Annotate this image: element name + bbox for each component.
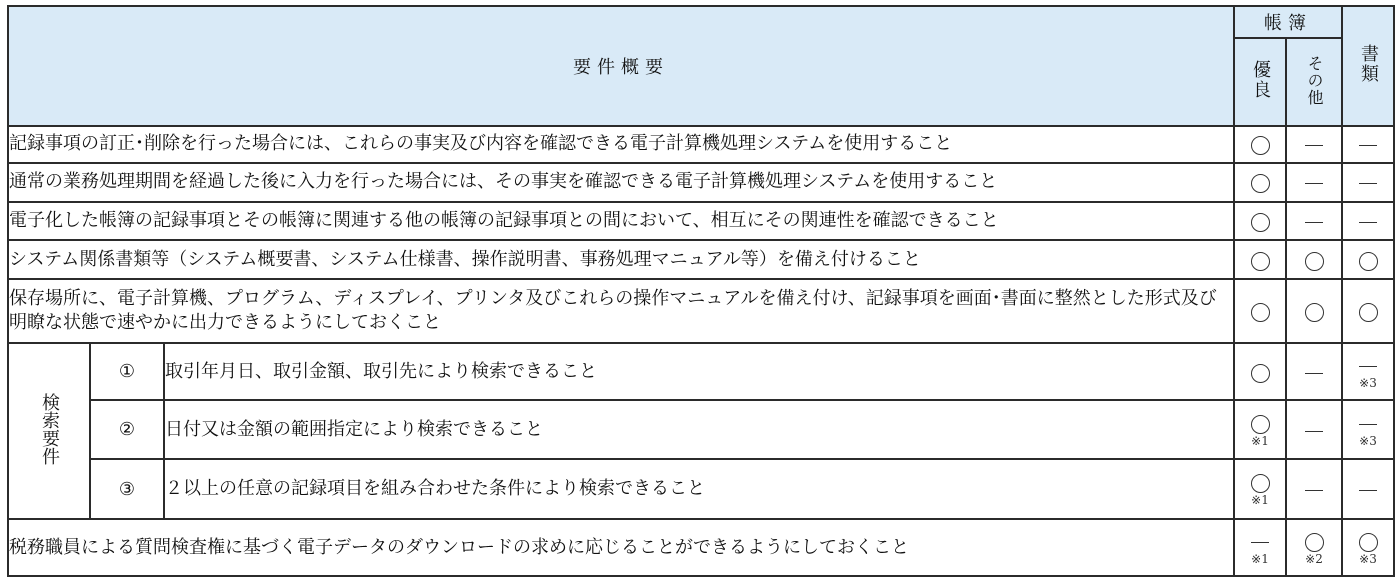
mark-symbol [1287, 133, 1341, 155]
mark-symbol [1235, 249, 1285, 271]
mark-symbol [1287, 361, 1341, 383]
mark-excellent [1234, 202, 1286, 241]
other-header-label: その他 [1305, 54, 1325, 106]
mark-symbol [1287, 210, 1341, 232]
dash-icon [1359, 366, 1377, 367]
circle-icon [1251, 415, 1270, 434]
circle-icon [1251, 174, 1270, 193]
table-row [8, 279, 1394, 343]
mark-symbol [1287, 419, 1341, 441]
excellent-header [1234, 38, 1286, 125]
search-requirements-group [8, 343, 90, 519]
mark-excellent [1234, 400, 1286, 459]
mark-symbol [1287, 249, 1341, 271]
search-requirements-label: 検索要件 [39, 392, 60, 465]
dash-icon [1359, 183, 1377, 184]
mark-symbol [1235, 300, 1285, 322]
documents-header [1342, 6, 1394, 126]
footnote-mark: ※1 [1251, 551, 1269, 566]
requirement-text: システム関係書類等（システム概要書、システム仕様書、操作説明書、事務処理マニュアル等）を備え付けること [8, 240, 1234, 279]
mark-other [1286, 343, 1342, 401]
table-row [8, 240, 1394, 279]
table-row [8, 202, 1394, 241]
circle-icon [1359, 533, 1378, 552]
circle-icon [1251, 364, 1270, 383]
summary-header: 要件概要 [8, 6, 1234, 126]
mark-symbol [1287, 171, 1341, 193]
mark-documents [1342, 126, 1394, 164]
dash-icon [1251, 542, 1269, 543]
mark-other [1286, 240, 1342, 279]
mark-symbol [1235, 171, 1285, 193]
circle-icon [1305, 533, 1324, 552]
mark-excellent [1234, 279, 1286, 343]
dash-icon [1305, 431, 1323, 432]
mark-documents [1342, 279, 1394, 343]
mark-excellent [1234, 163, 1286, 202]
mark-symbol [1235, 412, 1285, 434]
footnote-mark: ※3 [1359, 433, 1377, 448]
mark-documents [1342, 202, 1394, 241]
mark-documents [1342, 459, 1394, 519]
requirement-text: 記録事項の訂正･削除を行った場合には、これらの事実及び内容を確認できる電子計算機処理システムを使用すること [8, 126, 1234, 164]
mark-other [1286, 459, 1342, 519]
other-header [1286, 38, 1342, 125]
mark-documents [1342, 240, 1394, 279]
mark-other [1286, 202, 1342, 241]
mark-other [1286, 400, 1342, 459]
footnote-mark: ※2 [1305, 551, 1323, 566]
mark-documents [1342, 343, 1394, 401]
dash-icon [1305, 183, 1323, 184]
mark-symbol [1235, 133, 1285, 155]
mark-excellent [1234, 126, 1286, 164]
mark-symbol [1343, 300, 1393, 322]
mark-symbol [1343, 133, 1393, 155]
circle-icon [1251, 474, 1270, 493]
mark-symbol [1343, 210, 1393, 232]
mark-symbol [1235, 471, 1285, 493]
dash-icon [1359, 490, 1377, 491]
mark-symbol [1343, 249, 1393, 271]
mark-symbol [1343, 412, 1393, 434]
mark-other [1286, 163, 1342, 202]
mark-documents [1342, 400, 1394, 459]
footnote-mark: ※1 [1251, 493, 1269, 508]
mark-symbol [1287, 478, 1341, 500]
requirement-text: ２以上の任意の記録項目を組み合わせた条件により検索できること [164, 459, 1234, 519]
search-item-number: ② [90, 400, 164, 459]
mark-symbol [1343, 530, 1393, 552]
table-row [8, 400, 1394, 459]
circle-icon [1305, 303, 1324, 322]
table-row [8, 459, 1394, 519]
circle-icon [1251, 136, 1270, 155]
requirement-text: 保存場所に、電子計算機、プログラム、ディスプレイ、プリンタ及びこれらの操作マニュアルを備え付け、記録事項を画面･書面に整然とした形式及び明瞭な状態で速やかに出力できるようにしておくこと [8, 279, 1234, 343]
documents-header-label: 書類 [1358, 43, 1380, 84]
circle-icon [1359, 303, 1378, 322]
requirements-table [7, 5, 1395, 577]
footnote-mark: ※3 [1359, 375, 1377, 390]
circle-icon [1359, 252, 1378, 271]
dash-icon [1359, 145, 1377, 146]
table-row [8, 519, 1394, 576]
mark-excellent [1234, 459, 1286, 519]
books-header: 帳簿 [1234, 6, 1342, 38]
mark-documents [1342, 519, 1394, 576]
mark-symbol [1235, 361, 1285, 383]
mark-symbol [1343, 171, 1393, 193]
circle-icon [1305, 252, 1324, 271]
mark-other [1286, 279, 1342, 343]
mark-symbol [1287, 530, 1341, 552]
requirement-text: 税務職員による質問検査権に基づく電子データのダウンロードの求めに応じることができるようにしておくこと [8, 519, 1234, 576]
footnote-mark: ※1 [1251, 433, 1269, 448]
mark-other [1286, 519, 1342, 576]
dash-icon [1305, 373, 1323, 374]
search-item-number: ③ [90, 459, 164, 519]
table-row [8, 126, 1394, 164]
dash-icon [1305, 222, 1323, 223]
requirement-text: 通常の業務処理期間を経過した後に入力を行った場合には、その事実を確認できる電子計算機処理システムを使用すること [8, 163, 1234, 202]
dash-icon [1359, 222, 1377, 223]
requirement-text: 取引年月日、取引金額、取引先により検索できること [164, 343, 1234, 401]
mark-symbol [1287, 300, 1341, 322]
circle-icon [1251, 303, 1270, 322]
mark-excellent [1234, 343, 1286, 401]
mark-symbol [1235, 530, 1285, 552]
excellent-header-label: 優良 [1250, 60, 1272, 101]
mark-symbol [1343, 478, 1393, 500]
footnote-mark: ※3 [1359, 551, 1377, 566]
requirement-text: 電子化した帳簿の記録事項とその帳簿に関連する他の帳簿の記録事項との間において、相互にその関連性を確認できること [8, 202, 1234, 241]
table-row [8, 163, 1394, 202]
mark-other [1286, 126, 1342, 164]
mark-excellent [1234, 240, 1286, 279]
dash-icon [1359, 424, 1377, 425]
circle-icon [1251, 213, 1270, 232]
dash-icon [1305, 490, 1323, 491]
requirement-text: 日付又は金額の範囲指定により検索できること [164, 400, 1234, 459]
mark-excellent [1234, 519, 1286, 576]
dash-icon [1305, 145, 1323, 146]
mark-symbol [1343, 354, 1393, 376]
search-item-number: ① [90, 343, 164, 401]
mark-documents [1342, 163, 1394, 202]
table-row [8, 343, 1394, 401]
circle-icon [1251, 252, 1270, 271]
mark-symbol [1235, 210, 1285, 232]
